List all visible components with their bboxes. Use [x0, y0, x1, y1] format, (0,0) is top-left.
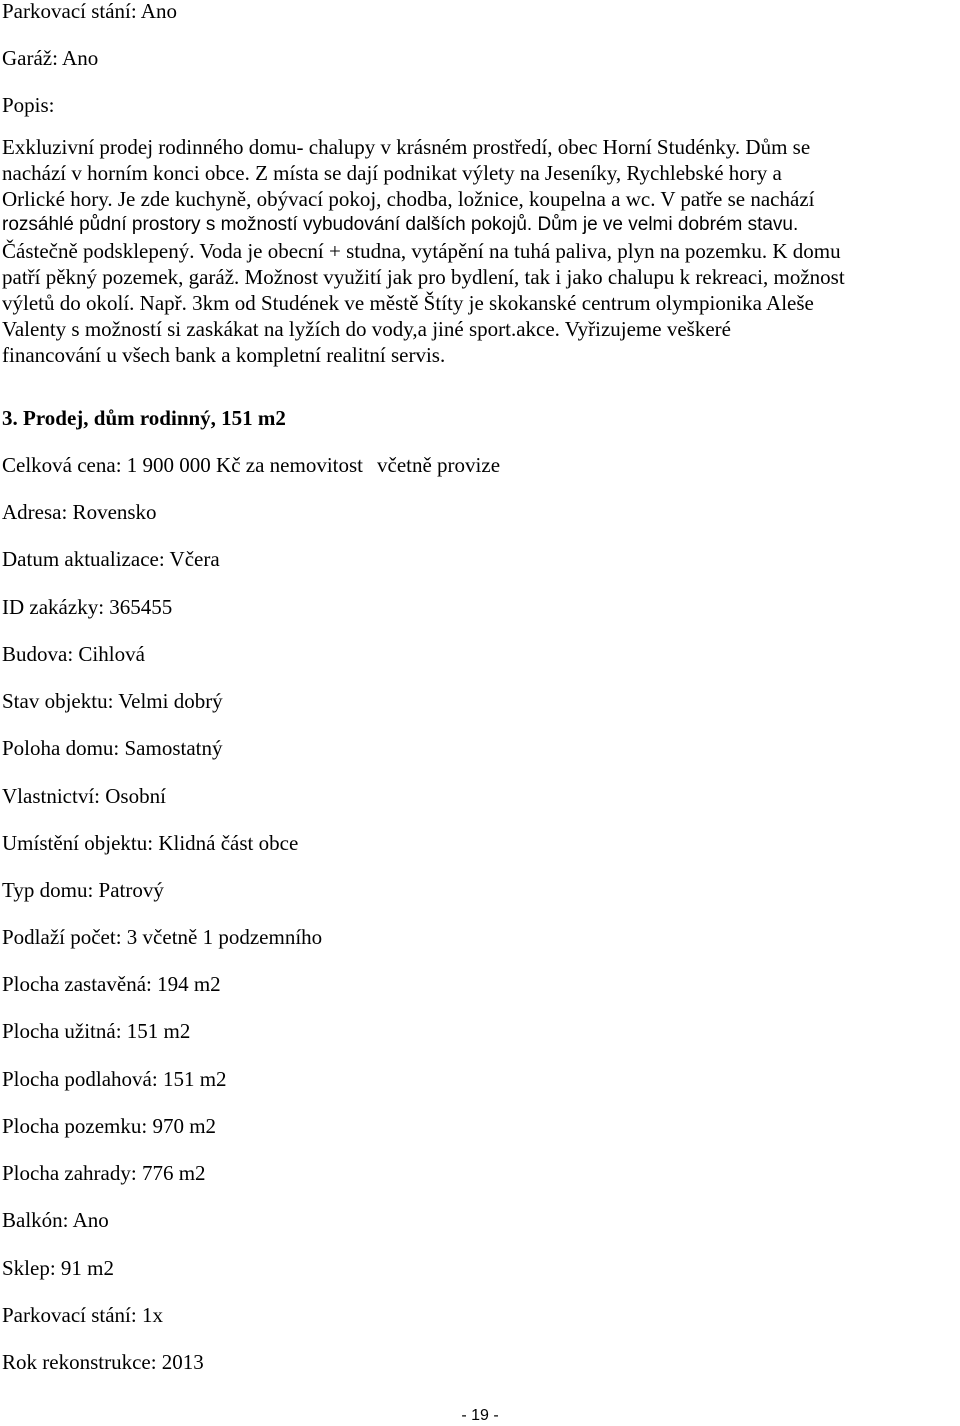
description-line: Valenty s možností si zaskákat na lyžích do vody,a jiné sport.akce. Vyřizujeme veškeré	[2, 317, 731, 341]
description-line: výletů do okolí. Např. 3km od Studének ve městě Štíty je skokanské centrum olympionika Aleše	[2, 291, 814, 315]
field-usable-area: Plocha užitná: 151 m2	[2, 1019, 191, 1043]
field-floor-area: Plocha podlahová: 151 m2	[2, 1067, 227, 1091]
field-order-id: ID zakázky: 365455	[2, 595, 173, 619]
description-line: rozsáhlé půdní prostory s možností vybudování dalších pokojů. Dům je ve velmi dobrém stavu.	[2, 214, 799, 235]
field-parking-spaces: Parkovací stání: 1x	[2, 1303, 163, 1327]
field-garage: Garáž: Ano	[2, 46, 99, 70]
description-line: Exkluzivní prodej rodinného domu- chalupy v krásném prostředí, obec Horní Studénky. Dům se	[2, 135, 811, 159]
description-line: patří pěkný pozemek, garáž. Možnost využití jak pro bydlení, tak i jako chalupu k rekreaci, možnost	[2, 265, 845, 289]
description-line: nachází v horním konci obce. Z místa se dají podnikat výlety na Jeseníky, Rychlebské hory a	[2, 161, 782, 185]
listing-heading: 3. Prodej, dům rodinný, 151 m2	[2, 406, 286, 430]
field-building: Budova: Cihlová	[2, 642, 145, 666]
description-label: Popis:	[2, 93, 55, 117]
field-land-area: Plocha pozemku: 970 m2	[2, 1114, 217, 1138]
field-built-area: Plocha zastavěná: 194 m2	[2, 972, 221, 996]
field-house-type: Typ domu: Patrový	[2, 878, 164, 902]
field-address: Adresa: Rovensko	[2, 500, 157, 524]
field-location: Umístění objektu: Klidná část obce	[2, 831, 299, 855]
description-line: Orlické hory. Je zde kuchyně, obývací pokoj, chodba, ložnice, koupelna a wc. V patře se nachází	[2, 187, 815, 211]
field-floor-count: Podlaží počet: 3 včetně 1 podzemního	[2, 925, 323, 949]
price-line	[2, 452, 500, 478]
field-house-position: Poloha domu: Samostatný	[2, 736, 223, 760]
field-garden-area: Plocha zahrady: 776 m2	[2, 1161, 206, 1185]
field-update-date: Datum aktualizace: Včera	[2, 547, 220, 571]
field-parking: Parkovací stání: Ano	[2, 0, 177, 23]
price-note: včetně provize	[377, 453, 501, 477]
price-value: Celková cena: 1 900 000 Kč za nemovitost	[2, 453, 363, 477]
field-reconstruction-year: Rok rekonstrukce: 2013	[2, 1350, 204, 1374]
field-balcony: Balkón: Ano	[2, 1208, 109, 1232]
description-line: financování u všech bank a kompletní realitní servis.	[2, 343, 446, 367]
description-line: Částečně podsklepený. Voda je obecní + studna, vytápění na tuhá paliva, plyn na pozemku. K domu	[2, 239, 841, 263]
field-cellar: Sklep: 91 m2	[2, 1256, 115, 1280]
description-paragraph	[2, 134, 960, 368]
page-number: - 19 -	[461, 1407, 499, 1424]
field-condition: Stav objektu: Velmi dobrý	[2, 689, 223, 713]
field-ownership: Vlastnictví: Osobní	[2, 784, 166, 808]
